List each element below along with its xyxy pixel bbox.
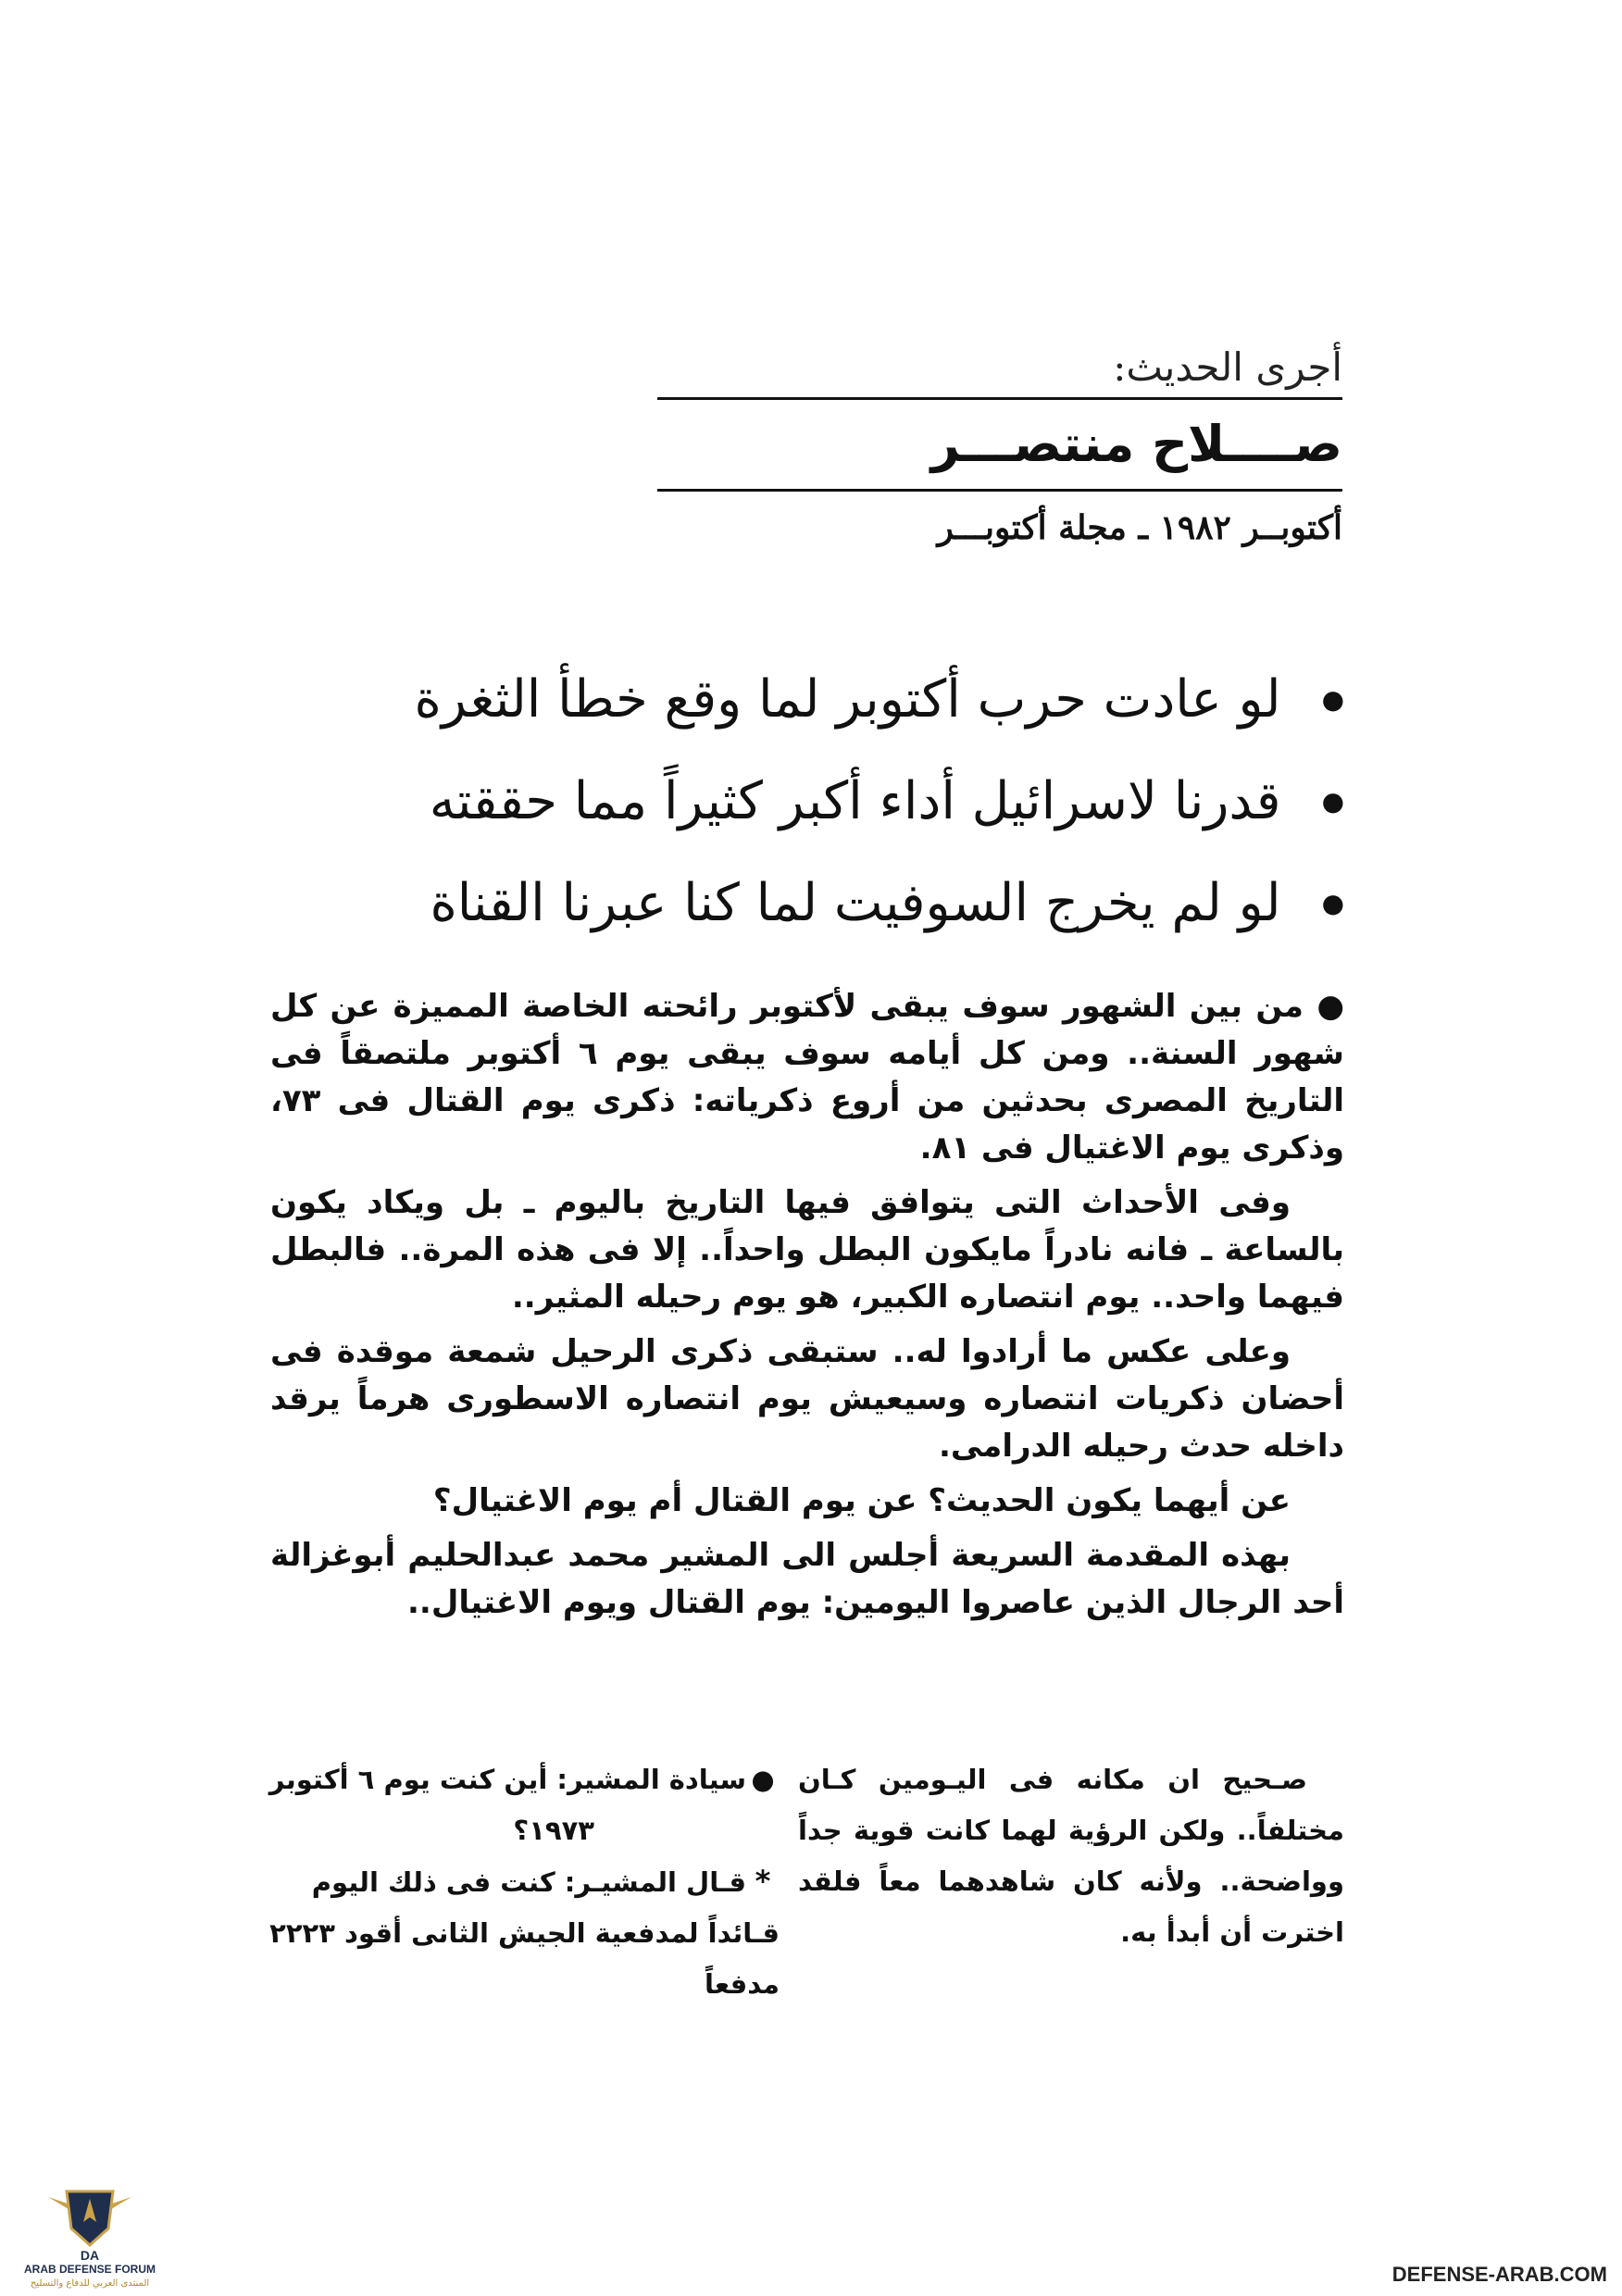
intro-paragraph: بهذه المقدمة السريعة أجلس الى المشير محمد عبدالحليم أبوغزالة أحد الرجال الذين عاصروا اليومين: يوم القتال ويوم الاغتيال.. xyxy=(270,1537,1344,1621)
bullet-icon: ● xyxy=(1321,683,1344,715)
answer-text: قـال المشيـر: كنت فى ذلك اليوم قـائداً لمدفعية الجيش الثانى أقود ٢٢٢٣ مدفعاً xyxy=(269,1866,780,2000)
intro-section xyxy=(270,983,1344,1634)
headline-text: لو لم يخرج السوفيت لما كنا عبرنا القناة xyxy=(430,872,1281,933)
headline-list xyxy=(298,648,1344,954)
headline-item xyxy=(298,750,1344,852)
byline-bottom-rule xyxy=(657,489,1342,492)
question-year: ١٩٧٣؟ xyxy=(513,1815,594,1846)
headline-item xyxy=(298,648,1344,750)
publication-source: أكتوبــر ١٩٨٢ ـ مجلة أكتوبـــر xyxy=(937,508,1342,547)
intro-paragraph: عن أيهما يكون الحديث؟ عن يوم القتال أم يوم الاغتيال؟ xyxy=(432,1482,1291,1519)
star-icon: * xyxy=(755,1864,771,1899)
column-paragraph: صـحيح ان مكانه فى اليـومين كـان مختلفاً.. ولكن الرؤية لهما كانت قوية جداً وواضحة.. ولأنه كان شاهدهما معاً فلقد اخترت أن أبدأ به. xyxy=(798,1764,1344,1948)
interview-question xyxy=(233,1754,780,1856)
logo-text-arabic: المنتدى العربي للدفاع والتسليح xyxy=(30,2278,150,2289)
bullet-icon: ● xyxy=(1321,785,1344,817)
bullet-icon: ● xyxy=(751,1764,775,1795)
logo-text: ARAB DEFENSE FORUM xyxy=(23,2263,156,2276)
interview-answer xyxy=(233,1856,780,2010)
byline-label: أجرى الحديث: xyxy=(1113,344,1342,390)
intro-paragraph: وعلى عكس ما أرادوا له.. ستبقى ذكرى الرحيل شمعة موقدة فى أحضان ذكريات انتصاره وسيعيش يوم انتصاره الاسطورى هرماً يرقد داخله حدث رحيله الدرامى. xyxy=(270,1333,1344,1465)
forum-logo-icon xyxy=(23,2180,156,2291)
headline-text: قدرنا لاسرائيل أداء أكبر كثيراً مما حققته xyxy=(429,770,1281,831)
intro-paragraph: وفى الأحداث التى يتوافق فيها التاريخ باليوم ـ بل ويكاد يكون بالساعة ـ فانه نادراً مايكون البطل واحداً.. إلا فى هذه المرة.. فالبطل فيهما واحد.. يوم انتصاره الكبير، هو يوم رحيله المثير.. xyxy=(270,1184,1344,1316)
site-watermark: DEFENSE-ARAB.COM xyxy=(1391,2263,1607,2286)
headline-item xyxy=(298,852,1344,954)
intro-paragraph: ● من بين الشهور سوف يبقى لأكتوبر رائحته الخاصة المميزة عن كل شهور السنة.. ومن كل أيامه سوف يبقى يوم ٦ أكتوبر ملتصقاً فى التاريخ المصرى بحدثين من أروع ذكرياته: ذكرى يوم القتال فى ٧٣، وذكرى يوم الاغتيال فى ٨١. xyxy=(270,988,1344,1167)
author-name: صــــلاح منتصـــر xyxy=(930,415,1342,473)
bullet-icon: ● xyxy=(1321,887,1344,918)
logo-initials: DA xyxy=(80,2248,100,2263)
headline-text: لو عادت حرب أكتوبر لما وقع خطأ الثغرة xyxy=(414,668,1281,730)
byline-block xyxy=(657,344,1342,547)
column-right xyxy=(798,1754,1344,1958)
question-text: سيادة المشير: أين كنت يوم ٦ أكتوبر xyxy=(268,1764,746,1795)
column-left xyxy=(233,1754,780,2010)
